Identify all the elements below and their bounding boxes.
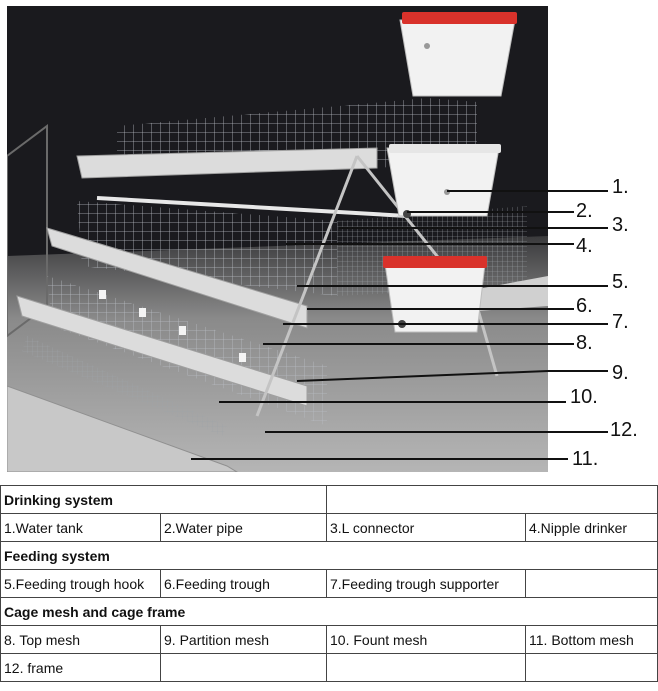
callout-12: 12. [610,419,638,441]
callout-10: 10. [570,386,598,408]
callout-11: 11. [572,448,599,470]
water-tank-top [400,12,517,96]
legend-item-frame: 12. frame [1,654,161,682]
legend-item-feeding-trough: 6.Feeding trough [161,570,327,598]
cage-system-illustration [7,6,548,472]
legend-item-fount-mesh: 10. Fount mesh [327,626,526,654]
legend-item-l-connector: 3.L connector [327,514,526,542]
callout-8: 8. [576,332,593,354]
legend-item-partition-mesh: 9. Partition mesh [161,626,327,654]
empty-cell [161,654,327,682]
mesh-items-row [1,626,658,654]
legend-item-bottom-mesh: 11. Bottom mesh [526,626,658,654]
empty-cell [526,654,658,682]
drinking-items-row [1,514,658,542]
callout-9: 9. [612,362,629,384]
feeding-items-row [1,570,658,598]
drinking-system-header: Drinking system [1,486,327,514]
callout-3: 3. [612,214,629,236]
feeding-system-header: Feeding system [1,542,658,570]
cage-system-photo [7,6,548,472]
feeding-header-row [1,542,658,570]
water-tank-middle [387,144,501,218]
parts-legend-table [0,485,658,682]
legend-item-top-mesh: 8. Top mesh [1,626,161,654]
callout-2: 2. [576,200,593,222]
water-tank-lower [383,256,487,332]
legend-item-trough-supporter: 7.Feeding trough supporter [327,570,526,598]
callout-4: 4. [576,235,593,257]
legend-item-water-tank: 1.Water tank [1,514,161,542]
legend-item-trough-hook: 5.Feeding trough hook [1,570,161,598]
callout-1: 1. [612,176,629,198]
callout-6: 6. [576,295,593,317]
frame-row [1,654,658,682]
callout-5: 5. [612,271,629,293]
legend-item-water-pipe: 2.Water pipe [161,514,327,542]
cage-mesh-header: Cage mesh and cage frame [1,598,658,626]
empty-cell [327,486,658,514]
mesh-header-row [1,598,658,626]
empty-cell [526,570,658,598]
legend-item-nipple-drinker: 4.Nipple drinker [526,514,658,542]
empty-cell [327,654,526,682]
callout-7: 7. [612,311,629,333]
drinking-header-row [1,486,658,514]
